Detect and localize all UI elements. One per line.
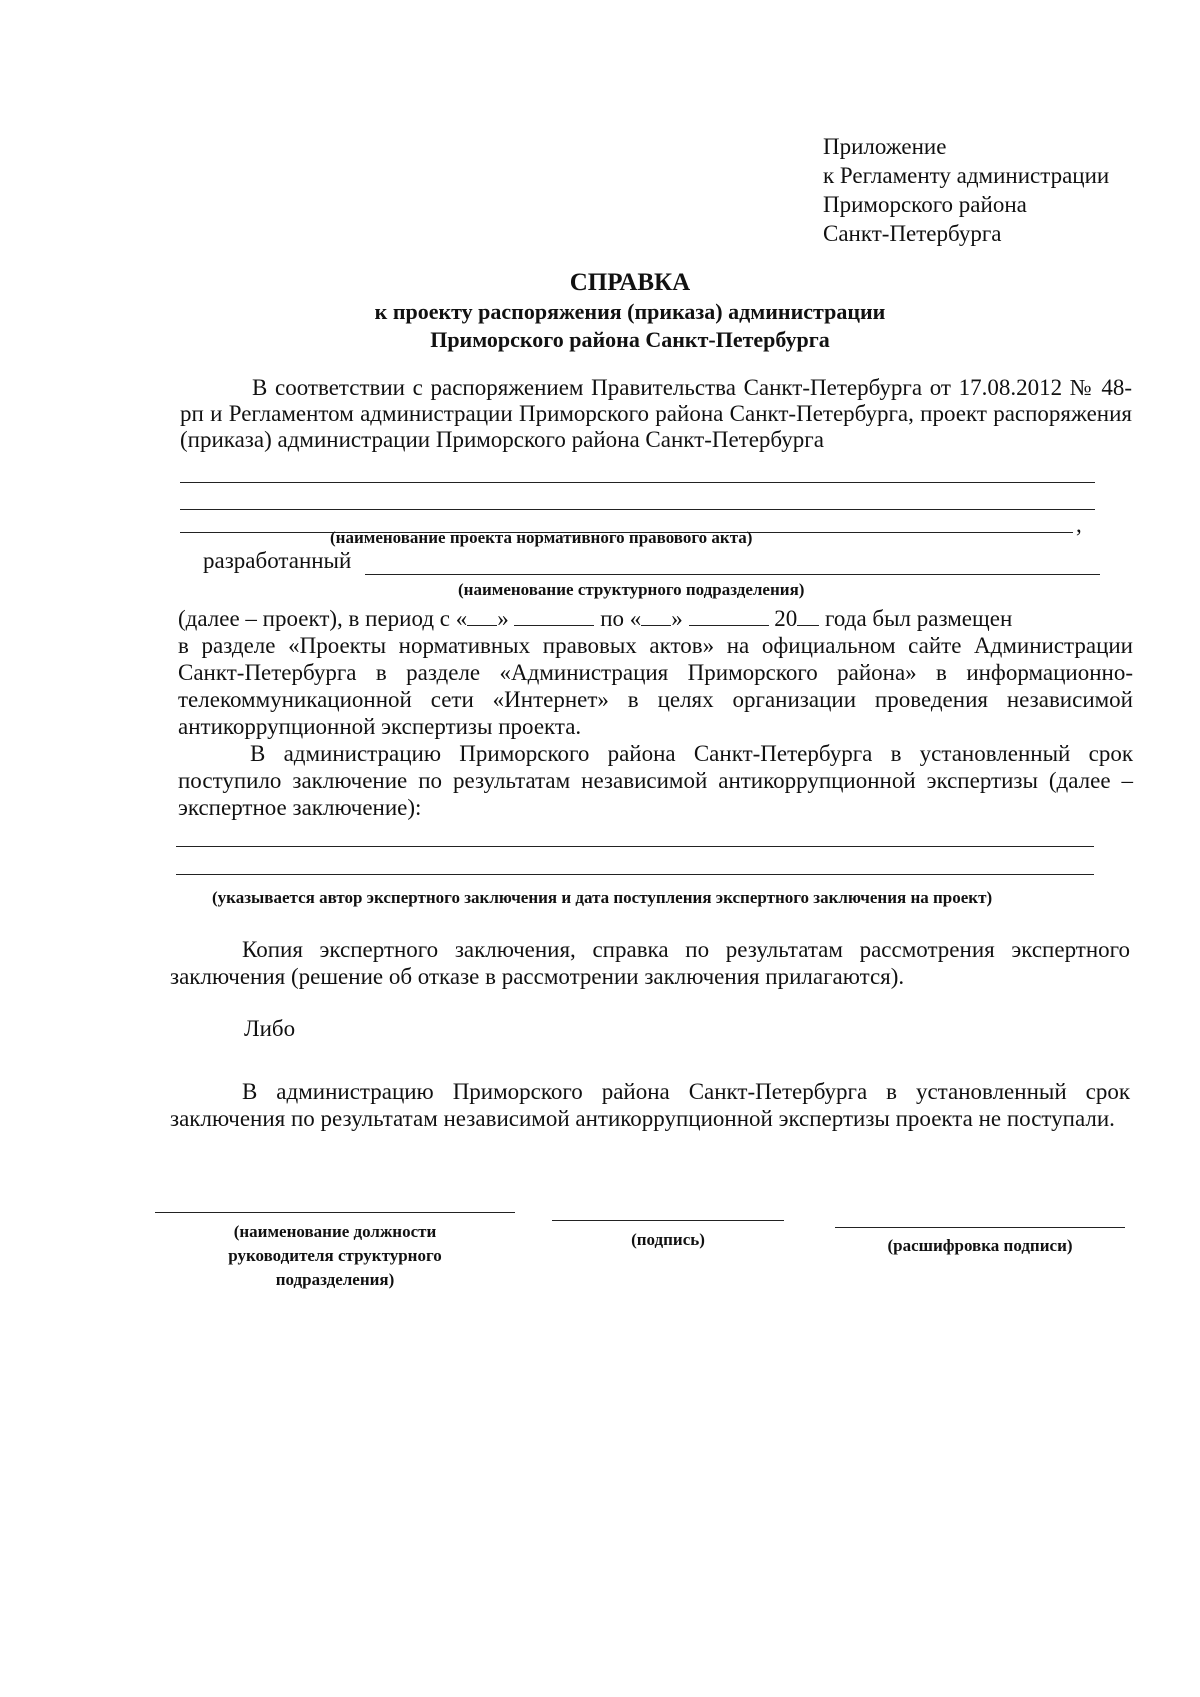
document-subtitle: Приморского района Санкт-Петербурга: [430, 327, 830, 352]
copy-text: Копия экспертного заключения, справка по результатам рассмотрения экспертного заключения (решение об отказе в рассмотрении заключения прилагаются).: [170, 937, 1130, 989]
document-title: СПРАВКА: [569, 269, 691, 296]
position-caption-line: (наименование должности: [233, 1222, 437, 1241]
appendix-line: Санкт-Петербурга: [823, 221, 1002, 246]
copy-paragraph: [170, 936, 1130, 990]
decode-signature-line: [835, 1227, 1125, 1228]
year-blank: [797, 607, 819, 626]
sign-caption: (подпись): [631, 1230, 705, 1249]
trailing-comma: ,: [1076, 512, 1082, 537]
project-name-caption: (наименование проекта нормативного правового акта): [330, 528, 753, 547]
end-day-blank: [641, 607, 671, 626]
intro-paragraph: [180, 375, 1132, 453]
start-day-blank: [467, 607, 497, 626]
either-text: Либо: [244, 1016, 296, 1041]
title-block: [0, 268, 1200, 354]
position-caption: [190, 1220, 480, 1292]
expert-line: [176, 874, 1094, 875]
developed-label: разработанный: [203, 548, 352, 573]
received-paragraph: [178, 740, 1133, 821]
appendix-line: Приложение: [823, 134, 947, 159]
project-name-line: [180, 509, 1095, 510]
received-text: В администрацию Приморского района Санкт-Петербурга в установленный срок поступило заключение по результатам независимой антикоррупционной экспертизы (далее – экспертное заключение):: [178, 741, 1133, 820]
position-caption-line: подразделения): [275, 1270, 395, 1289]
period-po: по «: [600, 606, 642, 631]
expert-caption: (указывается автор экспертного заключения и дата поступления экспертного заключения на проект): [212, 888, 993, 907]
not-received-paragraph: [170, 1078, 1130, 1132]
expert-line: [176, 846, 1094, 847]
appendix-block: [823, 132, 1109, 248]
not-received-text: В администрацию Приморского района Санкт-Петербурга в установленный срок заключения по результатам независимой антикоррупционной экспертизы проекта не поступали.: [170, 1079, 1130, 1131]
sign-signature-line: [552, 1220, 784, 1221]
position-caption-line: руководителя структурного: [228, 1246, 442, 1265]
period-row: [178, 606, 1012, 632]
placement-paragraph: в разделе «Проекты нормативных правовых актов» на официальном сайте Администрации Санкт-Петербурга в разделе «Администрация Приморского района» в информационно-телекоммуникационной сети «Интернет» в целях организации проведения независимой антикоррупционной экспертизы проекта.: [178, 633, 1133, 739]
period-quote: »: [671, 606, 683, 631]
intro-text: В соответствии с распоряжением Правительства Санкт-Петербурга от 17.08.2012 № 48-рп и Регламентом администрации Приморского района Санкт-Петербурга, проект распоряжения (приказа) администрации Приморского района Санкт-Петербурга: [180, 375, 1132, 452]
period-quote: »: [497, 606, 509, 631]
period-suffix: года был размещен: [825, 606, 1013, 631]
document-subtitle: к проекту распоряжения (приказа) администрации: [374, 299, 886, 324]
end-month-blank: [689, 607, 769, 626]
department-caption: (наименование структурного подразделения): [458, 580, 805, 599]
department-line: [365, 574, 1100, 575]
position-signature-line: [155, 1212, 515, 1213]
decode-caption: (расшифровка подписи): [887, 1236, 1073, 1255]
period-year: 20: [774, 606, 798, 631]
appendix-line: к Регламенту администрации: [823, 163, 1110, 188]
appendix-line: Приморского района: [823, 192, 1027, 217]
start-month-blank: [514, 607, 594, 626]
period-prefix: (далее – проект), в период с «: [178, 606, 468, 631]
project-name-line: [180, 482, 1095, 483]
